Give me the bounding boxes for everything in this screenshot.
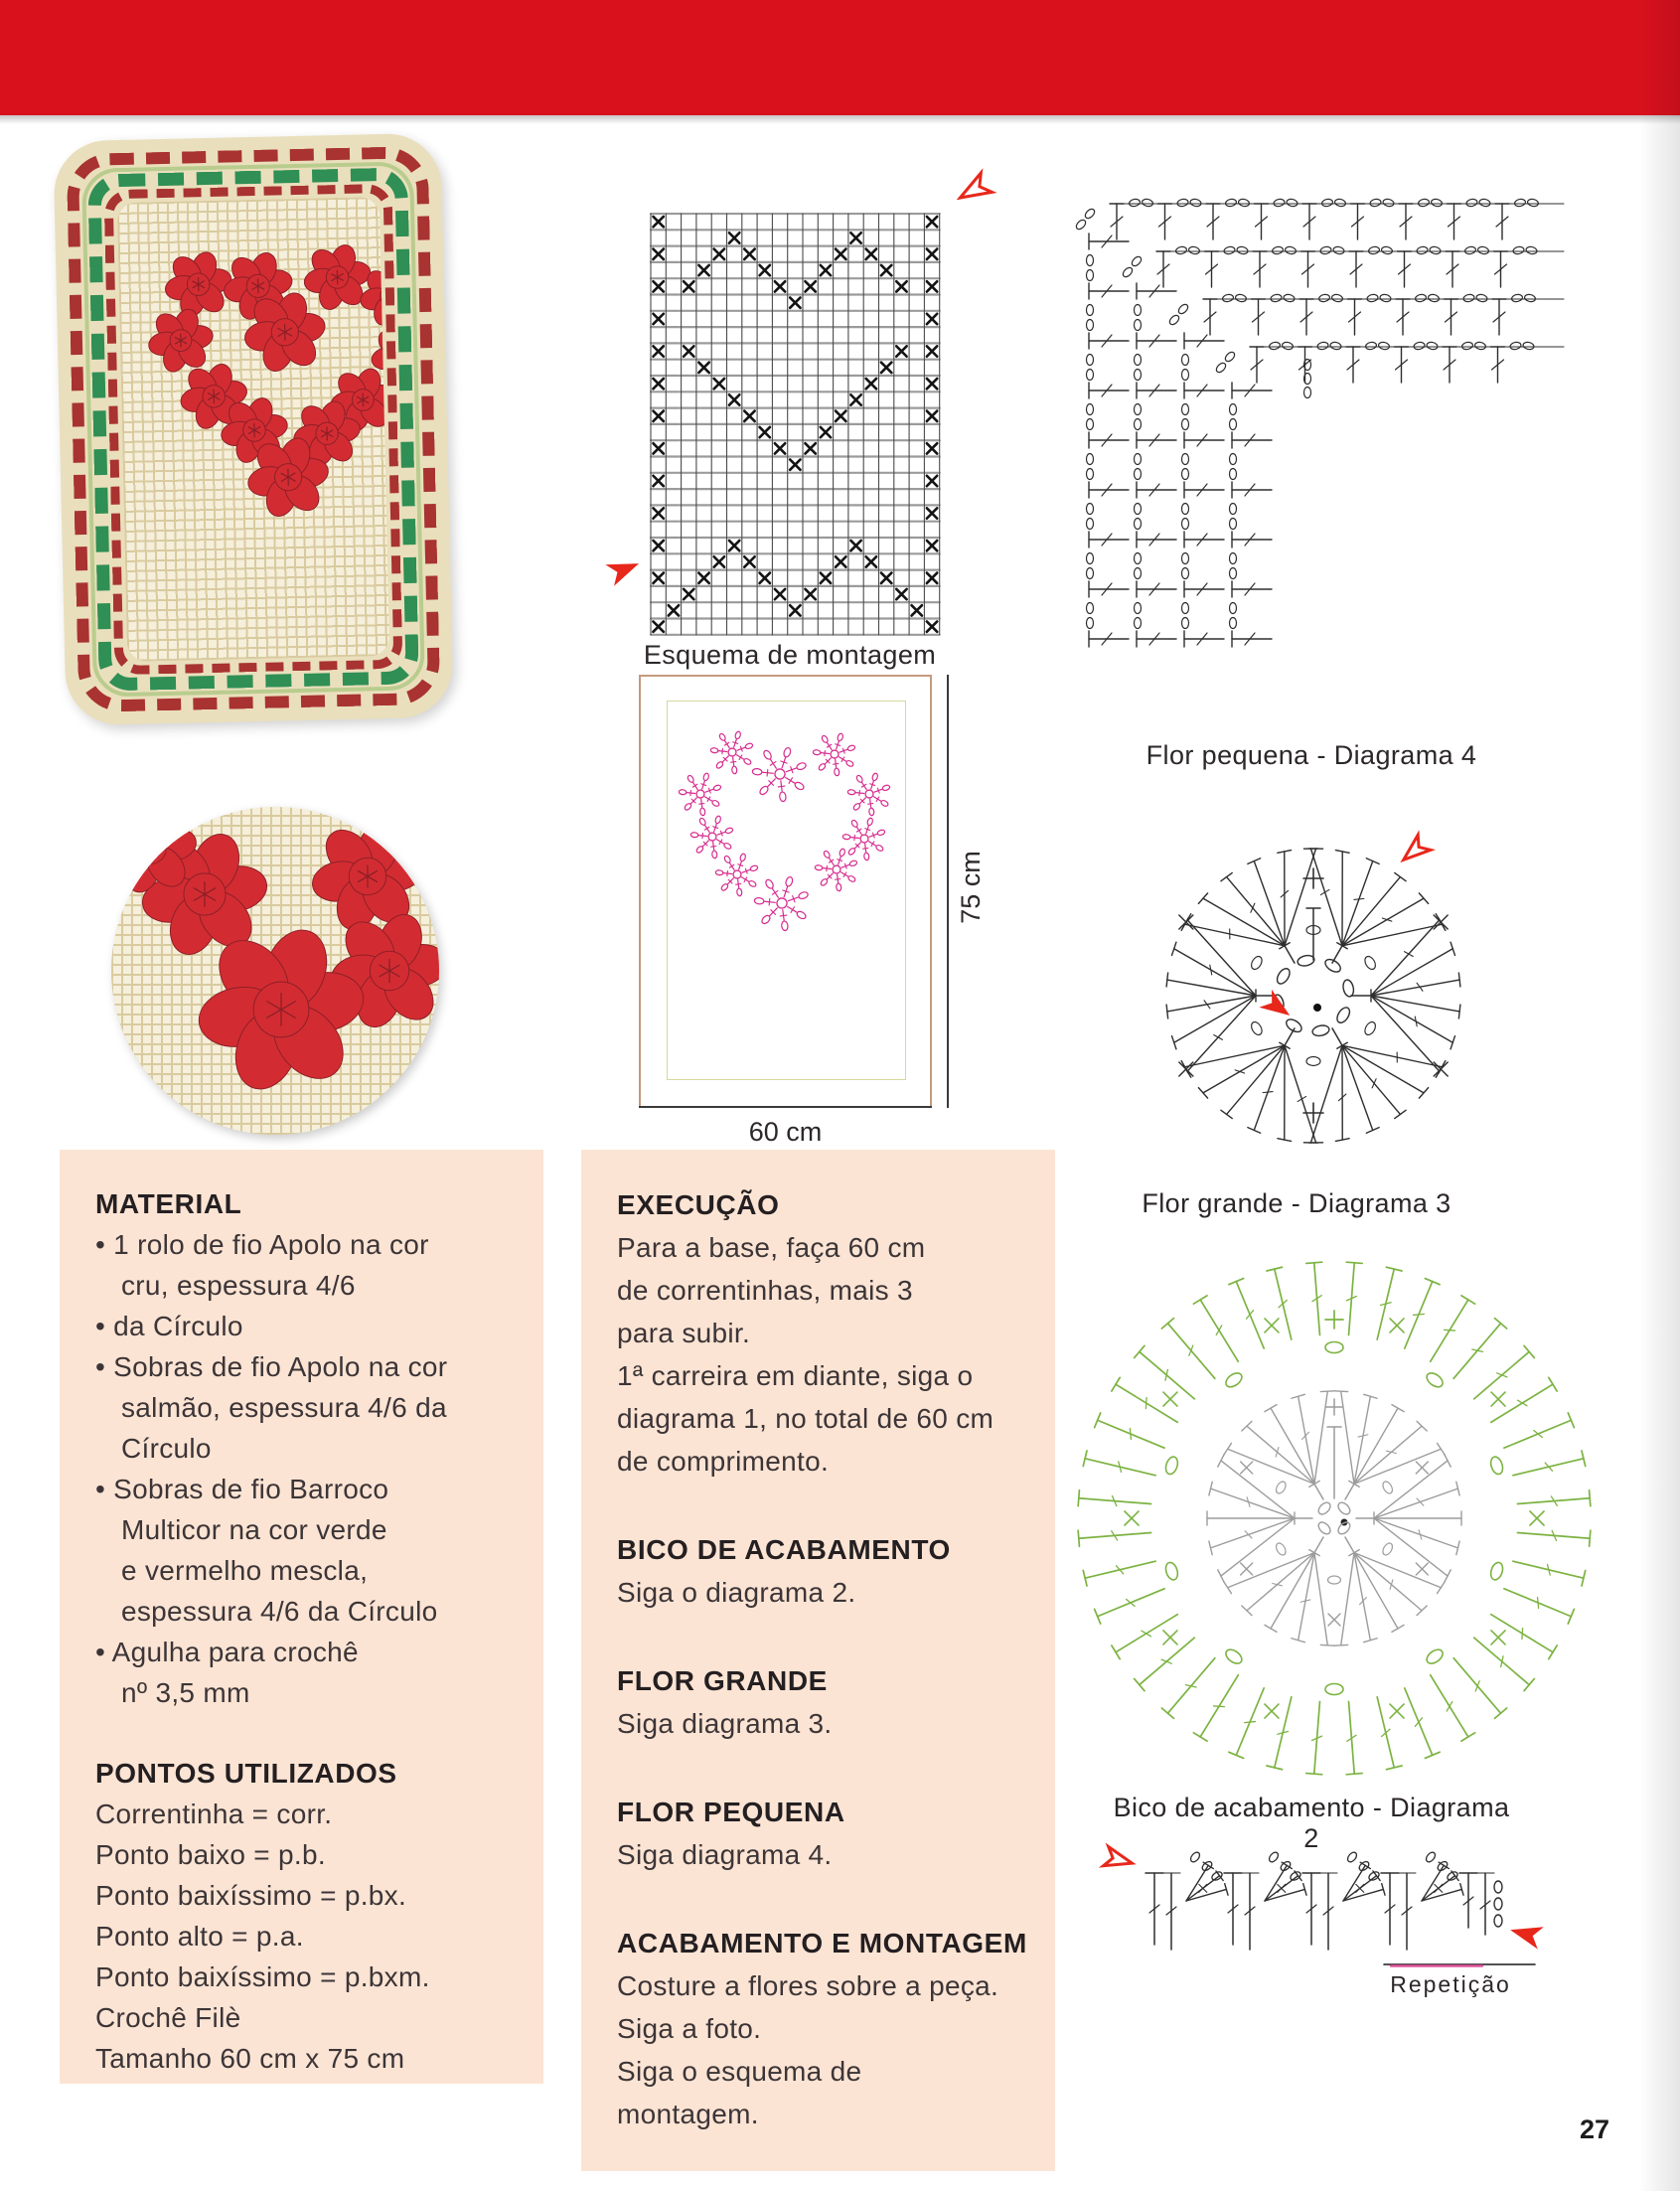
label-bico: Bico de acabamento - Diagrama 2 [1113,1793,1510,1853]
section-line: de correntinhas, mais 3 [617,1275,913,1306]
pontos-line: Ponto alto = p.a. [95,1921,304,1952]
section-line: Costure a flores sobre a peça. [617,1970,999,2001]
execution-box [581,1150,1055,2171]
section-title: FLOR GRANDE [617,1665,828,1696]
end-arrow-icon [596,547,656,594]
material-title: MATERIAL [95,1188,242,1219]
pontos-title: PONTOS UTILIZADOS [95,1758,397,1789]
pontos-line: Crochê Filè [95,2002,241,2033]
section-line: Siga diagrama 4. [617,1839,833,1870]
material-line: • da Círculo [95,1311,243,1341]
photo-mesh-interior [117,197,389,662]
start-arrow-icon [946,161,1009,221]
photo-border-red-ring [67,146,441,712]
header-bar [0,0,1680,115]
section-line: 1ª carreira em diante, siga o [617,1360,974,1391]
material-line: • Agulha para crochê [95,1637,359,1667]
assembly-schema-box [639,675,932,1108]
section-title: EXECUÇÃO [617,1189,780,1220]
width-dimension-line [639,1106,932,1108]
page-edge-shadow [1638,0,1680,2191]
height-dimension-line [947,675,949,1108]
detail-photo-flowers [111,807,439,1135]
material-line: Multicor na cor verde [121,1514,387,1545]
photo-border-inner-red-ring [104,184,403,675]
material-line: • Sobras de fio Apolo na cor [95,1351,448,1382]
pontos-line: Ponto baixíssimo = p.bxm. [95,1961,430,1992]
section-title: FLOR PEQUENA [617,1797,845,1827]
label-flor-grande: Flor grande - Diagrama 3 [1142,1188,1451,1218]
pontos-line: Tamanho 60 cm x 75 cm [95,2043,405,2074]
section-line: Siga a foto. [617,2013,762,2044]
assembly-flower-heart [641,677,934,1110]
section-title: ACABAMENTO E MONTAGEM [617,1928,1027,1958]
material-line: Círculo [121,1433,212,1464]
detail-photo [111,807,439,1135]
material-line: nº 3,5 mm [121,1677,250,1708]
material-line: • 1 rolo de fio Apolo na cor [95,1229,429,1260]
photo-flower-heart [117,197,389,662]
label-flor-pequena: Flor pequena - Diagrama 4 [1145,740,1477,770]
project-photo [53,133,453,726]
big-flower-diagram-3 [1046,1232,1627,1813]
pontos-line: Ponto baixíssimo = p.bx. [95,1880,407,1911]
small-flower-diagram-4 [1083,785,1550,1222]
page-number: 27 [1579,2114,1609,2144]
material-box [60,1150,543,2084]
photo-border-lightgreen-ring [81,161,425,697]
section-line: montagem. [617,2099,759,2129]
material-line: cru, espessura 4/6 [121,1270,356,1301]
base-stitch-diagram-1 [1051,192,1578,659]
execution-sections [617,1183,1037,2135]
material-line: e vermelho mescla, [121,1555,369,1586]
photo-border-green-ring [87,167,419,691]
header-shadow [0,115,1680,124]
pontos-line: Correntinha = corr. [95,1799,333,1829]
section-line: diagrama 1, no total de 60 cm [617,1403,994,1434]
section-line: Siga o esquema de [617,2056,862,2087]
pontos-line: Ponto baixo = p.b. [95,1839,326,1870]
material-items [95,1224,526,1713]
section-line: Siga o diagrama 2. [617,1577,856,1608]
filet-chart [650,213,944,638]
material-line: • Sobras de fio Barroco [95,1474,389,1504]
pontos-lines [95,1794,526,2079]
section-line: para subir. [617,1318,751,1348]
section-line: de comprimento. [617,1446,830,1477]
section-title: BICO DE ACABAMENTO [617,1534,951,1565]
repeat-label: Repetição [1390,1971,1511,1997]
section-line: Siga diagrama 3. [617,1708,833,1739]
material-line: espessura 4/6 da Círculo [121,1596,438,1627]
width-dimension-label: 60 cm [748,1117,823,1147]
height-dimension-label: 75 cm [956,851,986,924]
section-line: Para a base, faça 60 cm [617,1232,926,1263]
assembly-schema-title: Esquema de montagem [643,640,937,670]
material-line: salmão, espessura 4/6 da [121,1392,447,1423]
